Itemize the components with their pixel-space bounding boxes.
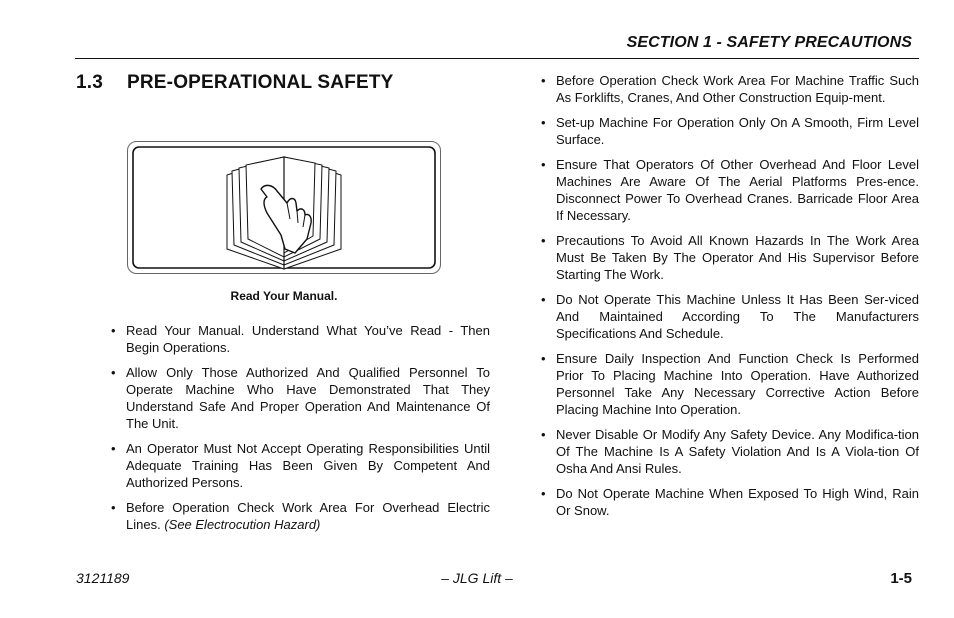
section-number: 1.3	[76, 72, 104, 93]
list-item-text: Do Not Operate This Machine Unless It Has Been Ser-viced And Maintained According To The Manufacturers Specifications And Schedule.	[556, 292, 919, 341]
list-item	[538, 232, 919, 283]
list-item	[538, 291, 919, 342]
read-manual-icon	[127, 141, 441, 274]
list-item	[538, 114, 919, 148]
section-heading	[76, 72, 394, 94]
section-header-title: SECTION 1 - SAFETY PRECAUTIONS	[626, 34, 912, 51]
left-column	[108, 322, 490, 541]
list-item	[108, 364, 490, 432]
bullet-icon: •	[111, 323, 116, 338]
list-item	[538, 485, 919, 519]
read-manual-figure	[127, 141, 441, 274]
bullet-icon: •	[541, 233, 546, 248]
list-item	[538, 350, 919, 418]
bullet-icon: •	[541, 157, 546, 172]
list-item-text: Before Operation Check Work Area For Machine Traffic Such As Forklifts, Cranes, And Other Construction Equip-ment.	[556, 73, 919, 105]
header-divider	[75, 58, 919, 59]
bullet-icon: •	[541, 486, 546, 501]
list-item-text: Set-up Machine For Operation Only On A Smooth, Firm Level Surface.	[556, 115, 919, 147]
list-item	[108, 440, 490, 491]
bullet-icon: •	[541, 115, 546, 130]
document-number: 3121189	[76, 570, 130, 586]
bullet-icon: •	[111, 365, 116, 380]
section-title: PRE-OPERATIONAL SAFETY	[127, 72, 394, 93]
page-number: 1-5	[890, 570, 912, 587]
list-item-text: Never Disable Or Modify Any Safety Device. Any Modifica-tion Of The Machine Is A Safety Violation And Is A Viola-tion Of Osha And Ansi Rules.	[556, 427, 919, 476]
list-item-text: Ensure Daily Inspection And Function Check Is Performed Prior To Placing Machine Into Operation. Have Authorized Personnel Take Any Necessary Corrective Action Before Placing Machine Into Operation.	[556, 351, 919, 417]
left-bullet-list	[108, 322, 490, 533]
list-item-text: Read Your Manual. Understand What You’ve Read - Then Begin Operations.	[126, 323, 490, 355]
bullet-icon: •	[111, 441, 116, 456]
bullet-icon: •	[541, 292, 546, 307]
list-item-text: Before Operation Check Work Area For Overhead Electric Lines.	[126, 500, 490, 532]
list-item-text: An Operator Must Not Accept Operating Responsibilities Until Adequate Training Has Been Given By Competent And Authorized Persons.	[126, 441, 490, 490]
figure-caption: Read Your Manual.	[230, 289, 338, 303]
list-item-text: Do Not Operate Machine When Exposed To High Wind, Rain Or Snow.	[556, 486, 919, 518]
bullet-icon: •	[541, 73, 546, 88]
list-item	[538, 426, 919, 477]
list-item-text: Ensure That Operators Of Other Overhead And Floor Level Machines Are Aware Of The Aerial Platforms Pres-ence. Disconnect Power To Overhead Cranes. Barricade Floor Area If Necessary.	[556, 157, 919, 223]
bullet-icon: •	[541, 427, 546, 442]
bullet-icon: •	[541, 351, 546, 366]
list-item-text: Precautions To Avoid All Known Hazards In The Work Area Must Be Taken By The Operator And His Supervisor Before Starting The Work.	[556, 233, 919, 282]
list-item	[108, 499, 490, 533]
cross-reference: (See Electrocution Hazard)	[164, 517, 321, 532]
list-item	[538, 156, 919, 224]
list-item	[538, 72, 919, 106]
footer-brand: – JLG Lift –	[441, 570, 513, 586]
right-bullet-list	[538, 72, 919, 519]
list-item	[108, 322, 490, 356]
bullet-icon: •	[111, 500, 116, 515]
right-column	[538, 72, 919, 527]
list-item-text: Allow Only Those Authorized And Qualified Personnel To Operate Machine Who Have Demonstrated That They Understand Safe And Proper Operation And Maintenance Of The Unit.	[126, 365, 490, 431]
